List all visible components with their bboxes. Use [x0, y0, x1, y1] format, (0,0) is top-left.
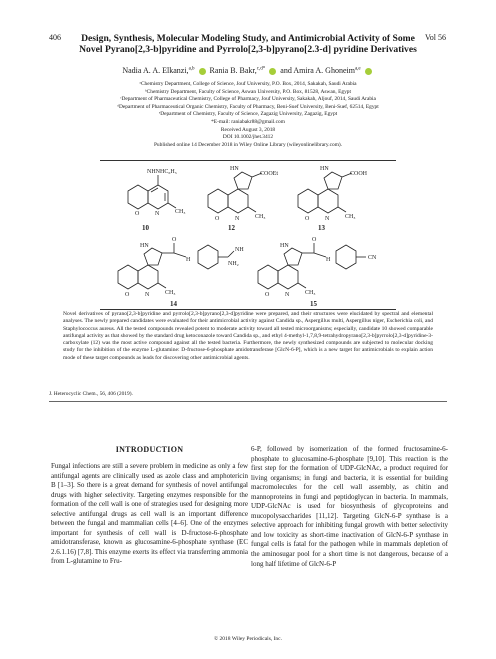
- group-ch3: CH₃: [255, 214, 266, 220]
- author-2: Rania B. Bakr,: [209, 66, 257, 75]
- atom-o: O: [172, 237, 177, 243]
- published-line: Published online 14 December 2018 in Wiley Online Library (wileyonlinelibrary.com).: [153, 141, 343, 148]
- group-hn: HN: [230, 166, 239, 172]
- body-left-column: Fungal infections are still a severe problem in medicine as only a few antifungal agents are clinically used as azole class and amphotericin B [1–3]. So there is a great demand for synthesis of novel antifungal drugs with higher selectivity. Targeting enzymes responsible for the formation of the cell wall is one of strategies used for designing more selective antifungal drugs as cell wall is an important difference between the fungal and mammalian cells [4–6]. One of the enzymes important for synthesis of cell wall is D-fructose-6-phosphate amidotransferase, known as glucosamine-6-phosphate synthase (EC 2.6.1.16) [7,8]. This enzyme exerts its effect via transferring ammonia from L-glutamine to Fru-: [51, 462, 248, 566]
- group-ch3: CH₃: [165, 290, 176, 296]
- compound-label-10: 10: [142, 224, 149, 232]
- page-number: 406: [49, 33, 61, 42]
- affiliation-e: ᵉDepartment of Chemistry, Faculty of Science, Zagazig University, Zagazig, Egypt: [158, 111, 338, 118]
- group-h: H: [186, 257, 191, 263]
- compound-15-structure: [258, 243, 366, 289]
- graphical-abstract: [100, 160, 396, 310]
- atom-o: O: [312, 237, 317, 243]
- affiliation-c: ᶜDepartment of Pharmaceutical Chemistry, College of Pharmacy, Jouf University, Sakakah, Aljouf, 2014, Saudi Arabia: [120, 96, 376, 103]
- compound-label-12: 12: [228, 224, 235, 232]
- compound-12-structure: [208, 172, 262, 213]
- section-divider: [49, 401, 447, 402]
- atom-n: N: [145, 292, 150, 298]
- group-ch3: CH₃: [305, 290, 316, 296]
- compound-10-structure: [128, 175, 176, 209]
- group-hn: HN: [140, 243, 149, 249]
- group-nh: NH: [235, 247, 244, 253]
- orcid-icon[interactable]: [199, 68, 206, 75]
- corresponding-email[interactable]: *E-mail: raniabakr88@gmail.com: [211, 118, 285, 125]
- received-date: Received August 3, 2018: [220, 126, 276, 133]
- group-cooh: COOH: [350, 171, 368, 177]
- compound-14-structure: [118, 243, 234, 289]
- affiliation-b: ᵇChemistry Department, Faculty of Science, Aswan University, P.O. Box, 81528, Aswan, Egypt: [145, 88, 351, 95]
- orcid-icon[interactable]: [365, 68, 372, 75]
- article-title: Design, Synthesis, Molecular Modeling Study, and Antimicrobial Activity of Some Novel Pyrano[2,3-b]pyridine and Pyrrolo[2,3-b]pyrano[2.3-d] pyridine Derivatives: [79, 33, 417, 55]
- compound-label-13: 13: [318, 224, 325, 232]
- atom-o: O: [265, 292, 270, 298]
- group-nhnhc6h5: NHNHC₆H₅: [147, 169, 177, 175]
- compound-13-structure: [298, 172, 352, 213]
- group-hn: HN: [280, 243, 289, 249]
- affiliation-d: ᵈDepartment of Pharmaceutical Organic Chemistry, Faculty of Pharmacy, Beni-Suef University, Beni-Suef, 62514, Egypt: [117, 103, 379, 110]
- atom-o: O: [215, 216, 220, 222]
- orcid-icon[interactable]: [269, 68, 276, 75]
- compound-label-15: 15: [310, 300, 317, 308]
- compound-label-14: 14: [170, 300, 177, 308]
- abstract: Novel derivatives of pyrano[2,3-b]pyridine and pyrrolo[2,3-b]pyrano[2,3-d]pyridine were prepared, and their structures were elucidated by spectral and elemental analyses. The newly prepared candidates were evaluated for their antimicrobial activity against Candida sp., Aspergillus multi, Aspergillus niger, Escherichia coli, and Staphylococcus aureus. All the tested compounds revealed potent to moderate activity toward all tested microorganisms; especially, candidate 10 showed comparable antifungal activity as that showed by the standard drug ketoconazole toward Candida sp., and ethyl 4-methyl-1,7,8,9-tetrahydropyrano[2,3-b]pyrrolo[2,3-d]pyridine-3-carboxylate (12) was the most active compound against all the tested bacteria. Furthermore, the newly synthesized compounds are subjected to molecular docking study for the inhibition of the enzyme L-glutamine: D-fructose-6-phosphate amidotransferase [GlcN-6-P], which is a new target for antimicrobials to explain action mode of these target compounds as leads for discovering other antimicrobial agents.: [63, 311, 433, 361]
- group-h: H: [326, 257, 331, 263]
- atom-o: O: [305, 216, 310, 222]
- atom-n: N: [235, 216, 240, 222]
- journal-citation: J. Heterocyclic Chem., 56, 406 (2019).: [49, 391, 133, 397]
- group-nh2: NH₂: [228, 261, 239, 267]
- atom-n: N: [325, 216, 330, 222]
- atom-n: N: [155, 211, 160, 217]
- author-1-affil: a,b: [188, 66, 195, 72]
- atom-o: O: [125, 292, 130, 298]
- group-cn: CN: [368, 255, 377, 261]
- atom-o: O: [135, 211, 140, 217]
- body-right-column: 6-P, followed by isomerization of the formed fructosamine-6-phosphate to glucosamine-6-phosphate [9,10]. This reaction is the first step for the formation of UDP-GlcNAc, a product required for living organisms; in fungi and bacteria, it is essential for building macromolecules for the cell wall assembly, as chitin and mannoproteins in fungi and peptidoglycan in bacteria. In mammals, UDP-GlcNAc is used for biosynthesis of glycoproteins and mucopolysaccharides [11,12]. Targeting GlcN-6-P synthase is a selective approach for inhibiting fungal growth with better selectivity and low toxicity as short-time inactivation of GlcN-6-P synthase in fungal cells is fatal for the pathogen while in mammals depletion of the aminosugar pool for a short time is not dangerous, because of a long half lifetime of GlcN-6-P: [251, 445, 448, 568]
- group-ch3: CH₃: [345, 214, 356, 220]
- doi[interactable]: DOI 10.1002/jhet.3412: [222, 134, 274, 141]
- and-word: and: [280, 66, 292, 75]
- affiliation-a: ᵃChemistry Department, College of Science, Jouf University, P.O. Box, 2014, Sakakah, Saudi Arabia: [139, 81, 357, 87]
- introduction-heading: INTRODUCTION: [115, 445, 184, 454]
- group-cooet: COOEt: [260, 171, 278, 177]
- author-2-affil: c,d*: [256, 66, 266, 72]
- affiliations: [40, 81, 456, 149]
- group-ch3: CH₃: [175, 209, 186, 215]
- volume-label: Vol 56: [425, 33, 446, 42]
- group-hn: HN: [320, 166, 329, 172]
- copyright-notice: © 2018 Wiley Periodicals, Inc.: [213, 636, 282, 642]
- atom-n: N: [285, 292, 290, 298]
- author-1: Nadia A. A. Elkanzi,: [122, 66, 189, 75]
- author-3-affil: a,e: [354, 66, 361, 72]
- chemical-structures: [100, 161, 396, 309]
- author-line: [60, 66, 436, 75]
- author-3: Amira A. Ghoneim: [293, 66, 355, 75]
